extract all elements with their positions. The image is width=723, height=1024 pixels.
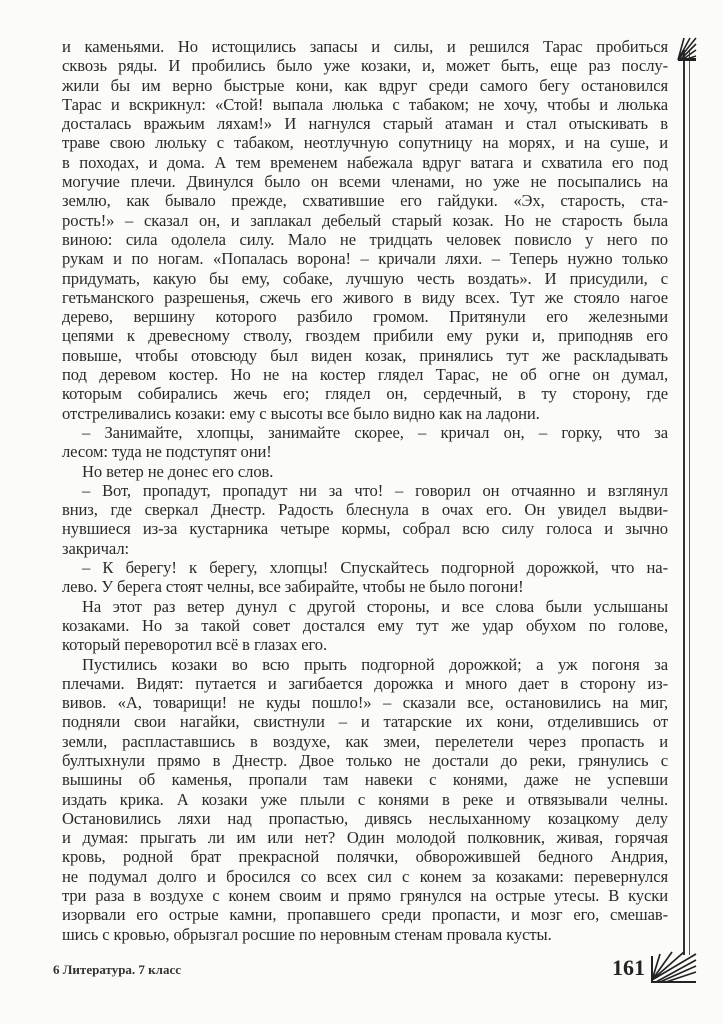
text-line: три раза в воздухе с конем своим и прямо грянулся на острые утесы. В куски [62, 886, 668, 906]
text-line: Тарас и вскрикнул: «Стой! выпала люлька с табаком; не хочу, чтобы и люлька [62, 94, 668, 114]
text-line: рукам и по ногам. «Попалась ворона! – кричали ляхи. – Теперь нужно только [62, 249, 668, 269]
text-line: жили бы им верно быстрые кони, как вдруг среди самого бегу остановился [62, 75, 668, 95]
text-line: шись с кровью, обрызгал росшие по неровным стенам провала кусты. [62, 924, 552, 944]
text-line: – Занимайте, хлопцы, занимайте скорее, – кричал он, – горку, что за [82, 422, 668, 442]
text-line: издать крика. А козаки уже плыли с конями в реке и отвязывали челны. [62, 789, 668, 809]
book-title-footer: 6 Литература. 7 класс [53, 962, 181, 977]
text-line: которым собирались жечь его; глядел он, сердечный, в ту сторону, где [62, 384, 668, 404]
text-line: Пустились козаки во всю прыть подгорной дорожкой; а уж погоня за [82, 654, 668, 674]
text-line: козаками. Но за такой совет достался ему тут же удар обухом по голове, [62, 615, 668, 635]
text-line: вивов. «А, товарищи! не куды пошло!» – сказали все, остановились на миг, [62, 693, 668, 713]
text-line: повыше, чтобы отовсюду был виден козак, принялись тут же раскладывать [62, 345, 668, 365]
text-line: придумать, какую бы ему, собаке, лучшую честь воздать». И присудили, с [62, 268, 668, 288]
text-line: Остановились ляхи над пропастью, дивясь неслыханному козацкому делу [62, 808, 668, 828]
margin-rule [683, 50, 685, 955]
text-line: закричал: [62, 538, 130, 558]
text-line: землю, как бывало прежде, схватившие его гайдуки. «Эх, старость, ста- [62, 191, 668, 211]
text-line: нувшиеся из-за кустарника четыре кормы, собрал всю силу голоса и зычно [62, 519, 668, 539]
text-line: могучие плечи. Двинулся было он всеми членами, но уже не посыпались на [62, 172, 668, 192]
text-line: траве свою люльку с табаком, неотлучную сопутницу на морях, и на суше, и [62, 133, 668, 153]
text-line: лево. У берега стоят челны, все забирайте, чтобы не было погони! [62, 577, 524, 597]
text-line: – К берегу! к берегу, хлопцы! Спускайтесь подгорной дорожкой, что на- [82, 558, 668, 578]
text-line: лесом: туда не подступят они! [62, 442, 272, 462]
text-line: На этот раз ветер дунул с другой стороны, и все слова были услышаны [82, 596, 668, 616]
text-line: вниз, где сверкал Днестр. Радость блеснула в очах его. Он увидел выдви- [62, 500, 668, 520]
text-line: не подумал долго и бросился со всех сил с конем за козаками: перевернулся [62, 866, 668, 886]
text-line: виною: сила одолела силу. Мало не тридцать человек повисло у него по [62, 229, 668, 249]
corner-ornament-icon [676, 36, 698, 62]
margin-rule-thin [689, 50, 690, 955]
text-line: плечами. Видят: путается и загибается дорожка и много дает в сторону из- [62, 673, 668, 693]
text-line: бултыхнули прямо в Днестр. Двое только не достали до реки, грянулись с [62, 750, 668, 770]
text-line: дерево, вершину которого разбило громом. Притянули его железными [62, 307, 668, 327]
text-line: под деревом костер. Но не на костер глядел Тарас, не об огне он думал, [62, 365, 668, 385]
text-line: подняли свои нагайки, свистнули – и татарские их кони, отделившись от [62, 712, 668, 732]
text-line: гетьманского разрешенья, сжечь его живого в виду всех. Тут же стояло нагое [62, 287, 668, 307]
text-line: отстреливались козаки: ему с высоты все было видно как на ладони. [62, 403, 540, 423]
text-line: изорвали его острые камни, пропавшего среди пропасти, и мозг его, смешав- [62, 905, 668, 925]
page-number: 161 [612, 955, 645, 980]
text-line: цепями к древесному стволу, гвоздем прибили ему руки и, приподняв его [62, 326, 668, 346]
text-line: сквозь ряды. И пробились было уже козаки, и, может быть, еще раз послу- [62, 56, 668, 76]
text-line: Но ветер не донес его слов. [82, 461, 274, 481]
body-text [62, 37, 668, 944]
corner-ornament-icon [650, 950, 698, 984]
text-line: и думая: прыгать ли им или нет? Один молодой полковник, живая, горячая [62, 828, 668, 848]
text-line: рость!» – сказал он, и заплакал дебелый старый козак. Но не старость была [62, 210, 668, 230]
text-line: – Вот, пропадут, пропадут ни за что! – говорил он отчаянно и взглянул [82, 480, 668, 500]
text-line: в походах, и дома. А тем временем набежала вдруг ватага и схватила его под [62, 152, 668, 172]
text-line: который переворотил всё в глазах его. [62, 635, 328, 655]
text-line: досталась вражьим ляхам!» И нагнулся старый атаман и стал отыскивать в [62, 114, 668, 134]
text-line: и каменьями. Но истощились запасы и силы, и решился Тарас пробиться [62, 37, 668, 56]
text-line: кровь, родной брат прекрасной полячки, обворожившей бедного Андрия, [62, 847, 668, 867]
text-line: земли, распластавшись в воздухе, как змеи, перелетели через пропасть и [62, 731, 668, 751]
text-line: вышины об каменья, пропали там навеки с конями, даже не успевши [62, 770, 668, 790]
